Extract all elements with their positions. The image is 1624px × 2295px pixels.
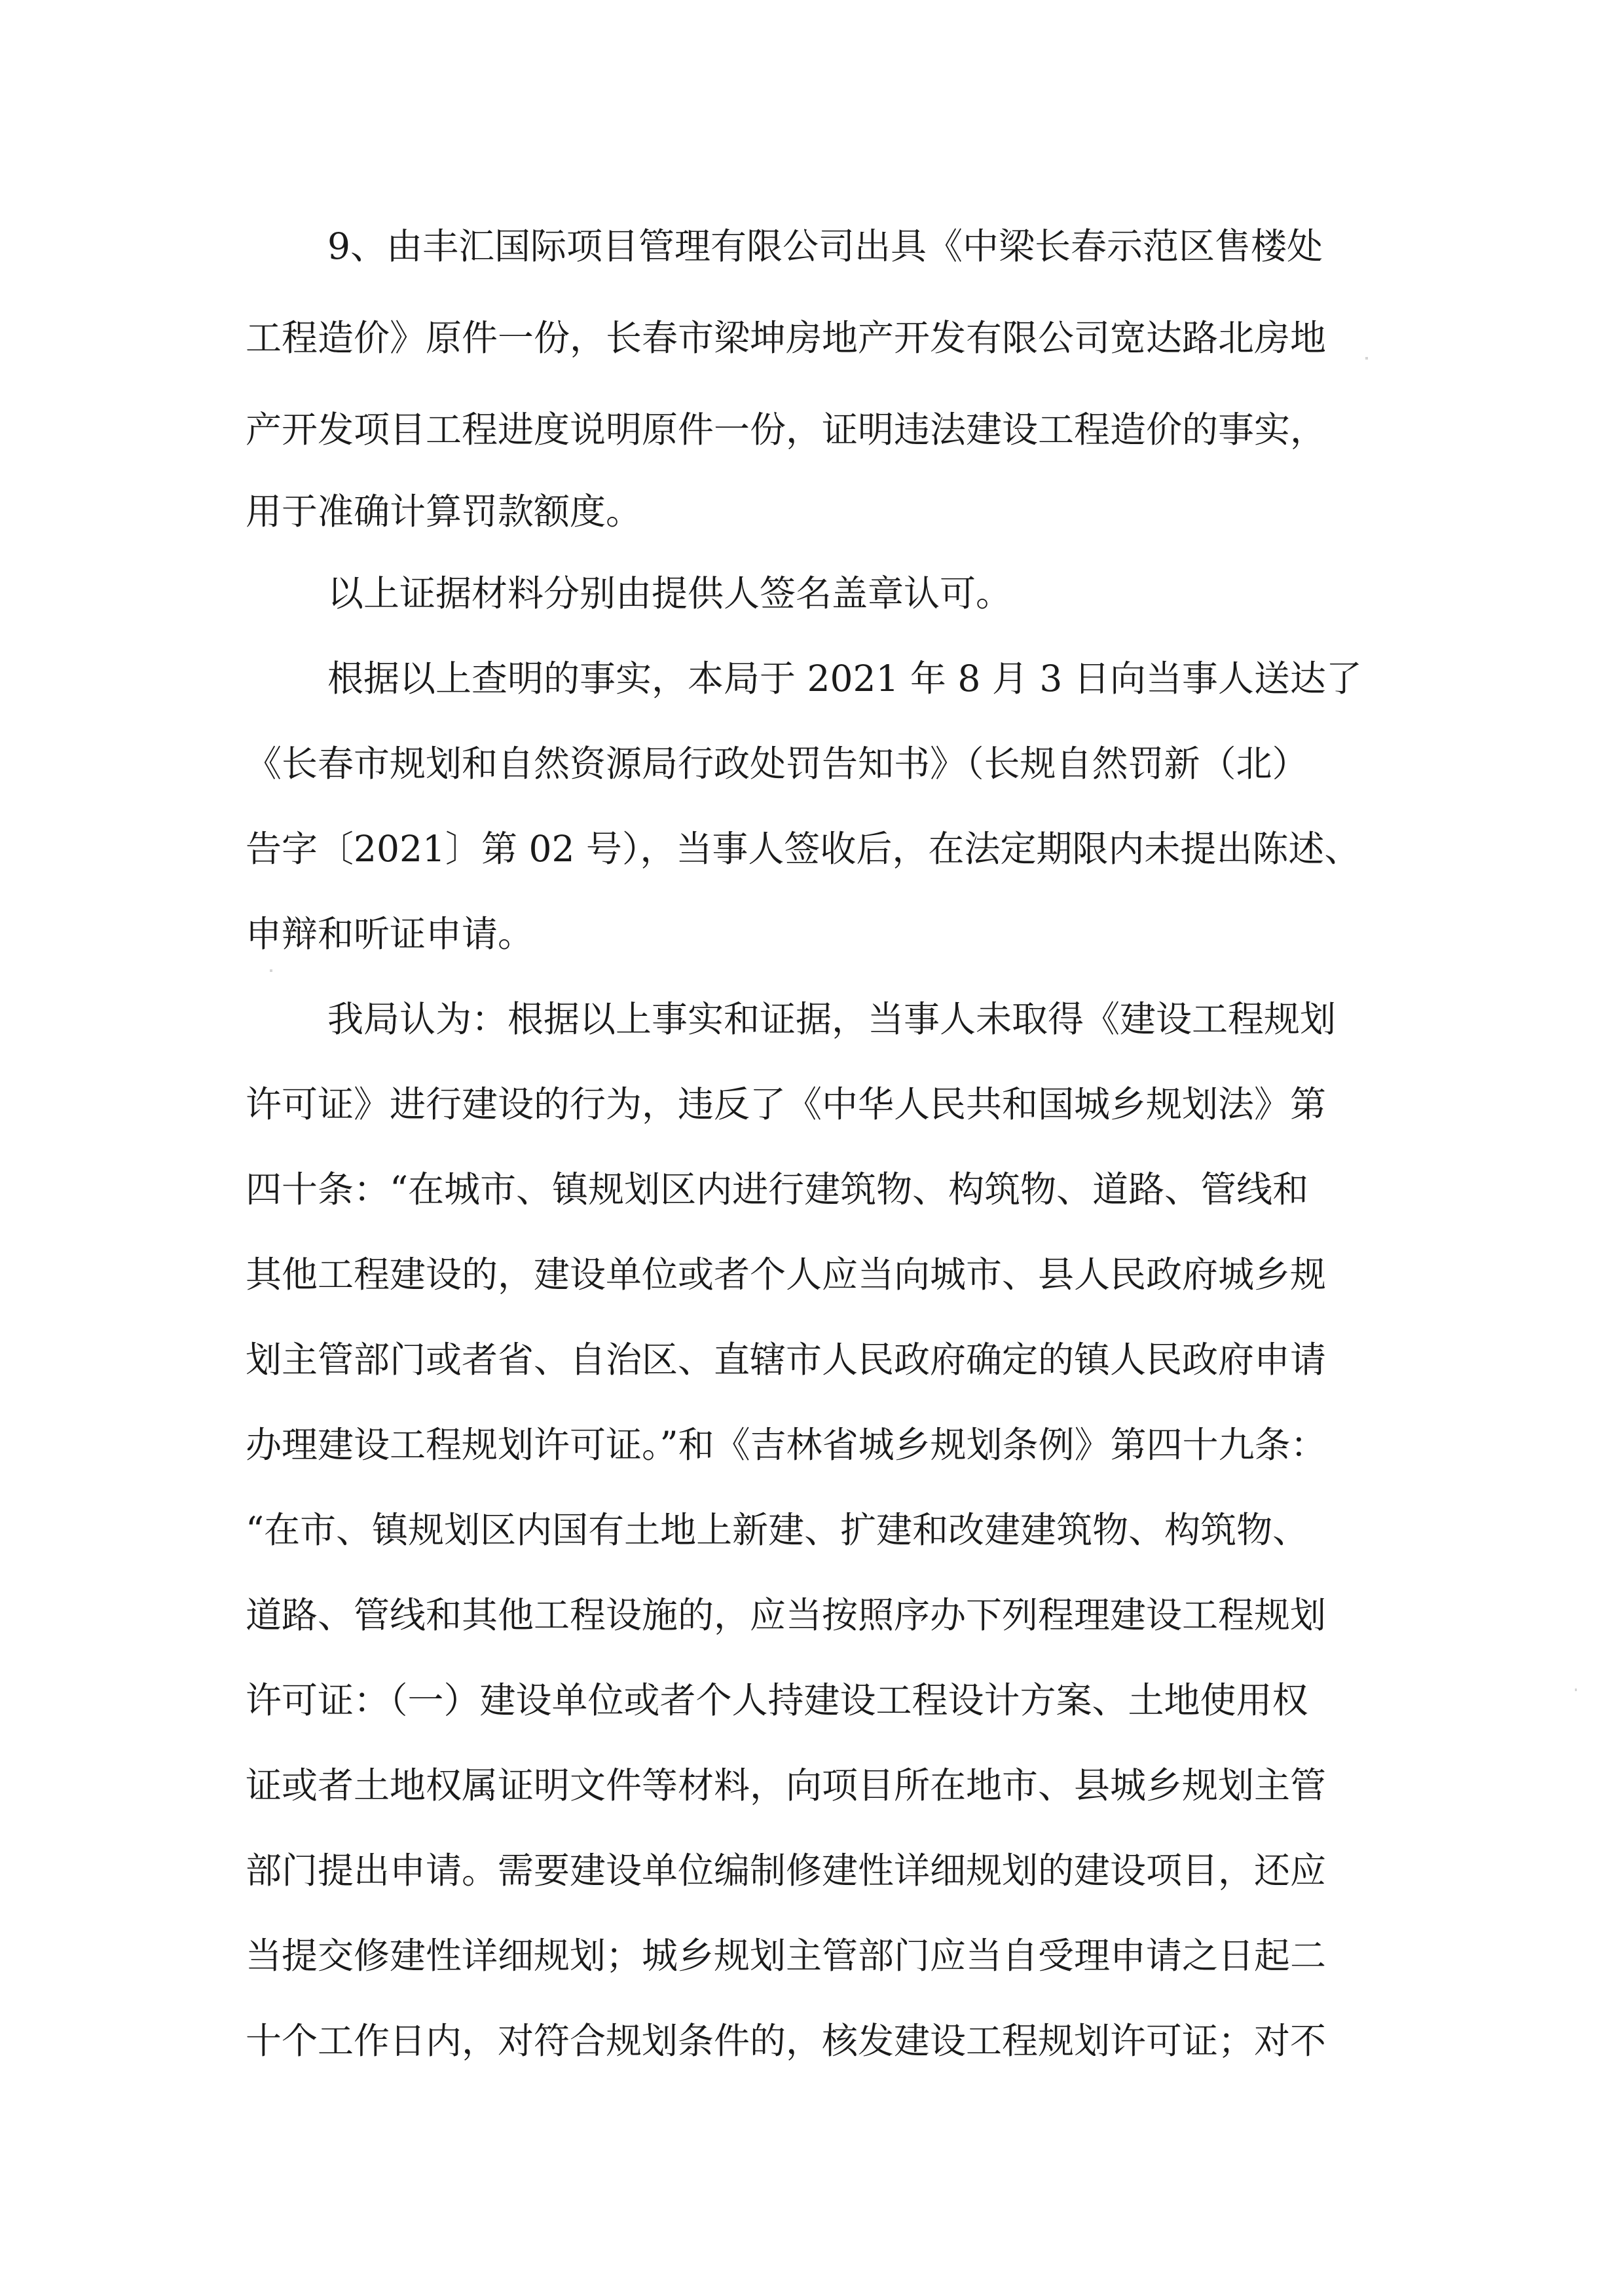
text-line: 十个工作日内，对符合规划条件的，核发建设工程规划许可证；对不	[246, 2020, 1327, 2062]
text-line: 办理建设工程规划许可证。”和《吉林省城乡规划条例》第四十九条：	[246, 1424, 1327, 1466]
scan-speck	[1365, 357, 1368, 360]
text-line: 9、由丰汇国际项目管理有限公司出具《中梁长春示范区售楼处	[327, 225, 1323, 267]
text-line: 当提交修建性详细规划；城乡规划主管部门应当自受理申请之日起二	[246, 1935, 1327, 1977]
text-line: 四十条：“在城市、镇规划区内进行建筑物、构筑物、道路、管线和	[246, 1168, 1309, 1210]
text-line: “在市、镇规划区内国有土地上新建、扩建和改建建筑物、构筑物、	[246, 1509, 1309, 1551]
text-line: 部门提出申请。需要建设单位编制修建性详细规划的建设项目，还应	[246, 1850, 1327, 1892]
scan-speck	[1575, 1689, 1577, 1691]
text-line: 用于准确计算罚款额度。	[246, 491, 642, 532]
text-line: 根据以上查明的事实，本局于 2021 年 8 月 3 日向当事人送达了	[327, 658, 1362, 700]
text-line: 告字〔2021〕第 02 号），当事人签收后，在法定期限内未提出陈述、	[246, 828, 1361, 870]
text-line: 申辩和听证申请。	[246, 913, 534, 955]
text-line: 划主管部门或者省、自治区、直辖市人民政府确定的镇人民政府申请	[246, 1339, 1327, 1381]
text-line: 工程造价》原件一份，长春市梁坤房地产开发有限公司宽达路北房地	[246, 317, 1327, 359]
text-line: 证或者土地权属证明文件等材料，向项目所在地市、县城乡规划主管	[246, 1764, 1327, 1806]
text-line: 其他工程建设的，建设单位或者个人应当向城市、县人民政府城乡规	[246, 1254, 1327, 1296]
text-line: 道路、管线和其他工程设施的，应当按照序办下列程理建设工程规划	[246, 1594, 1327, 1636]
text-line: 以上证据材料分别由提供人签名盖章认可。	[327, 572, 1012, 614]
scan-speck	[270, 969, 272, 972]
text-line: 产开发项目工程进度说明原件一份，证明违法建设工程造价的事实，	[246, 409, 1327, 451]
text-line: 《长春市规划和自然资源局行政处罚告知书》（长规自然罚新（北）	[246, 743, 1308, 785]
text-line: 我局认为：根据以上事实和证据，当事人未取得《建设工程规划	[327, 998, 1337, 1040]
text-line: 许可证》进行建设的行为，违反了《中华人民共和国城乡规划法》第	[246, 1083, 1327, 1125]
text-line: 许可证：（一）建设单位或者个人持建设工程设计方案、土地使用权	[246, 1679, 1308, 1721]
